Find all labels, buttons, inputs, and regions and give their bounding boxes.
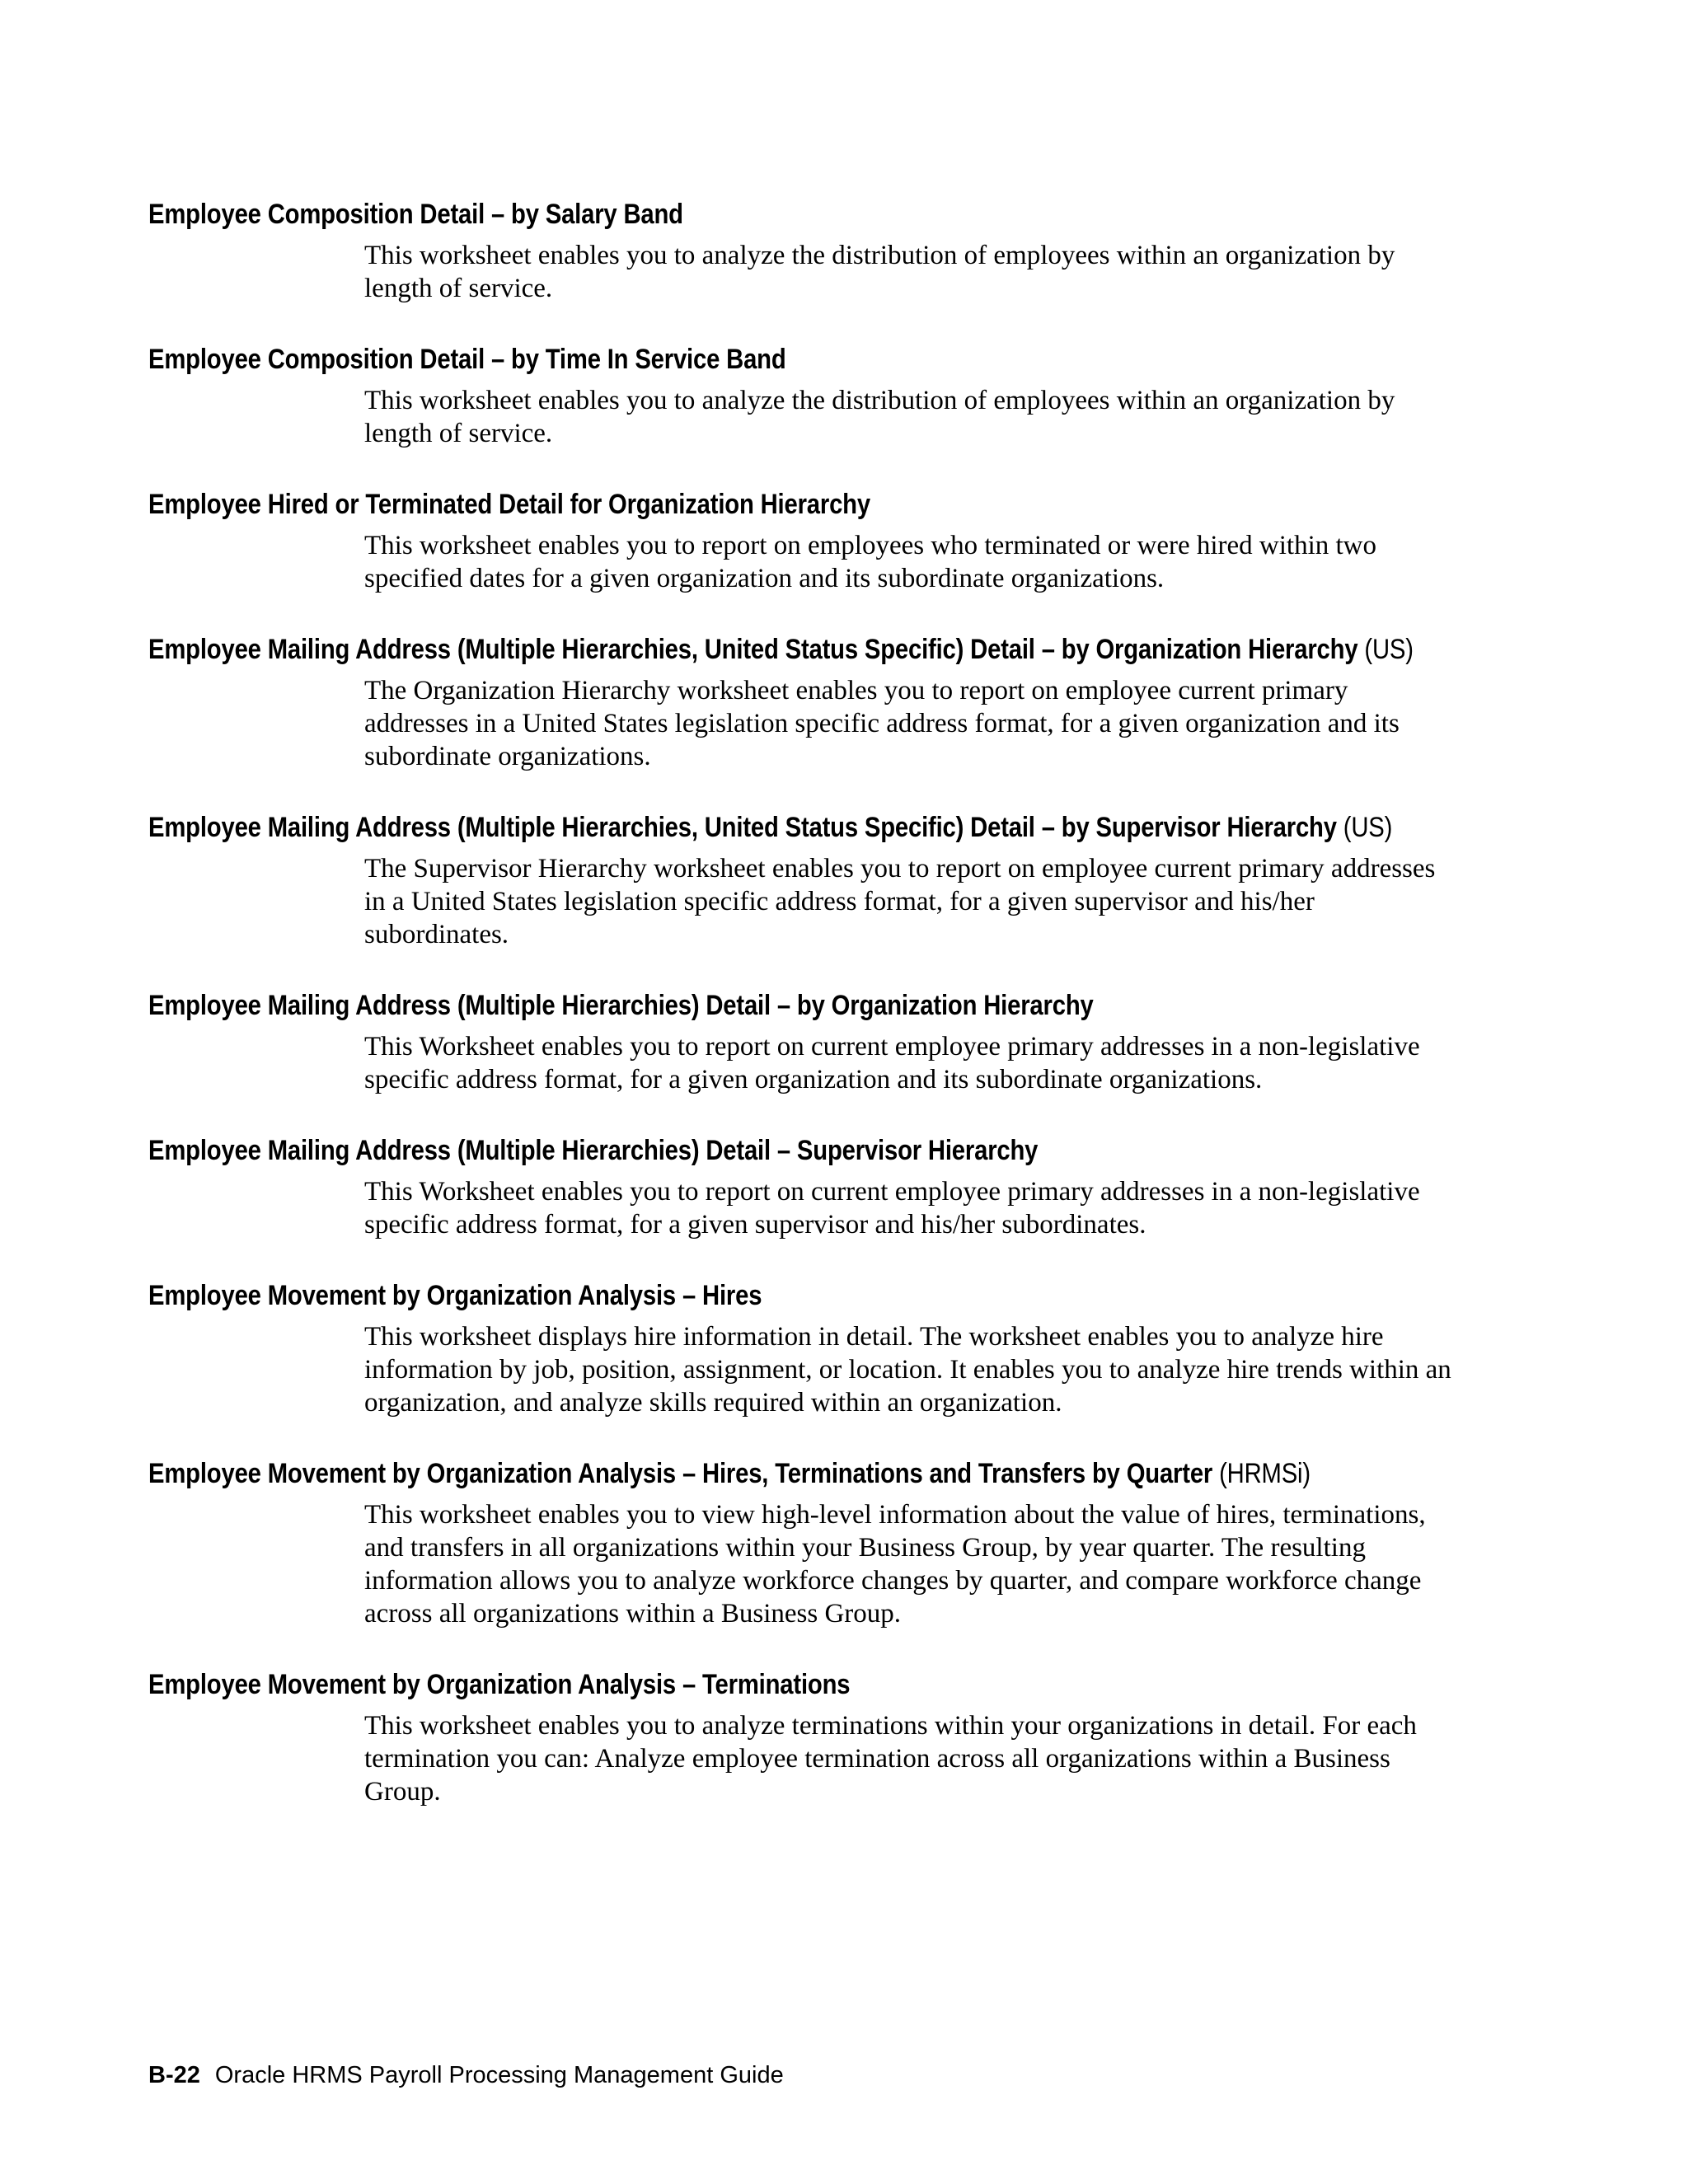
worksheet-description: The Supervisor Hierarchy worksheet enables you to report on employee current primary addresses in a United States legislation specific address format, for a given supervisor and his/her subordinates. — [364, 854, 1436, 949]
worksheet-entry — [148, 811, 1451, 951]
worksheet-title-suffix: (US) — [1364, 634, 1414, 665]
worksheet-list — [148, 198, 1451, 1846]
worksheet-title — [148, 811, 1452, 844]
worksheet-description: This worksheet enables you to report on employees who terminated or were hired within two specified dates for a given organization and its subordinate organizations. — [364, 531, 1377, 593]
worksheet-description: This Worksheet enables you to report on current employee primary addresses in a non-legislative specific address format, for a given supervisor and his/her subordinates. — [364, 1177, 1420, 1240]
worksheet-title — [148, 488, 1452, 521]
worksheet-title — [148, 1457, 1452, 1490]
worksheet-description: This worksheet enables you to analyze terminations within your organizations in detail. For each termination you can: Analyze employee termination across all organizations within a Business Group. — [364, 1711, 1417, 1807]
worksheet-entry — [148, 1279, 1451, 1419]
worksheet-title — [148, 198, 1452, 231]
worksheet-entry — [148, 488, 1451, 595]
worksheet-entry — [148, 1457, 1451, 1630]
worksheet-title-text: Employee Mailing Address (Multiple Hierarchies) Detail – by Organization Hierarchy — [148, 990, 1094, 1021]
worksheet-title-text: Employee Mailing Address (Multiple Hierarchies, United Status Specific) Detail – by Organization Hierarchy — [148, 634, 1358, 665]
worksheet-entry — [148, 1134, 1451, 1241]
worksheet-title — [148, 1134, 1452, 1167]
worksheet-title-text: Employee Mailing Address (Multiple Hierarchies, United Status Specific) Detail – by Supervisor Hierarchy — [148, 812, 1337, 843]
worksheet-description: This worksheet enables you to analyze the distribution of employees within an organization by length of service. — [364, 386, 1395, 448]
worksheet-entry — [148, 343, 1451, 450]
worksheet-title — [148, 1279, 1452, 1312]
worksheet-title — [148, 1668, 1452, 1701]
worksheet-title-text: Employee Movement by Organization Analysis – Hires — [148, 1280, 762, 1311]
page-number: B-22 — [148, 2062, 200, 2088]
worksheet-entry — [148, 198, 1451, 305]
worksheet-title-suffix: (HRMSi) — [1219, 1458, 1311, 1489]
worksheet-description: The Organization Hierarchy worksheet enables you to report on employee current primary addresses in a United States legislation specific address format, for a given organization and its subordinate organizations. — [364, 676, 1400, 771]
worksheet-title-text: Employee Movement by Organization Analysis – Hires, Terminations and Transfers by Quarter — [148, 1458, 1213, 1489]
worksheet-description: This worksheet displays hire information in detail. The worksheet enables you to analyze hire information by job, position, assignment, or location. It enables you to analyze hire trends within an organization, and analyze skills required within an organization. — [364, 1322, 1451, 1418]
worksheet-entry — [148, 1668, 1451, 1808]
worksheet-title — [148, 633, 1452, 666]
page-footer — [148, 2060, 784, 2090]
worksheet-entry — [148, 633, 1451, 773]
worksheet-title — [148, 989, 1452, 1022]
worksheet-title-text: Employee Composition Detail – by Time In Service Band — [148, 344, 786, 375]
worksheet-entry — [148, 989, 1451, 1096]
worksheet-title-text: Employee Movement by Organization Analysis – Terminations — [148, 1669, 851, 1700]
guide-title: Oracle HRMS Payroll Processing Management Guide — [214, 2062, 784, 2088]
worksheet-description: This worksheet enables you to analyze the distribution of employees within an organization by length of service. — [364, 241, 1395, 303]
worksheet-title-text: Employee Composition Detail – by Salary Band — [148, 199, 683, 230]
worksheet-title-text: Employee Hired or Terminated Detail for Organization Hierarchy — [148, 489, 870, 520]
worksheet-title-text: Employee Mailing Address (Multiple Hierarchies) Detail – Supervisor Hierarchy — [148, 1135, 1039, 1166]
worksheet-title-suffix: (US) — [1343, 812, 1393, 843]
worksheet-description: This Worksheet enables you to report on current employee primary addresses in a non-legislative specific address format, for a given organization and its subordinate organizations. — [364, 1032, 1420, 1094]
worksheet-title — [148, 343, 1452, 376]
worksheet-description: This worksheet enables you to view high-level information about the value of hires, terminations, and transfers in all organizations within your Business Group, by year quarter. The resulting information allows you to analyze workforce changes by quarter, and compare workforce change across all organizations within a Business Group. — [364, 1500, 1426, 1629]
